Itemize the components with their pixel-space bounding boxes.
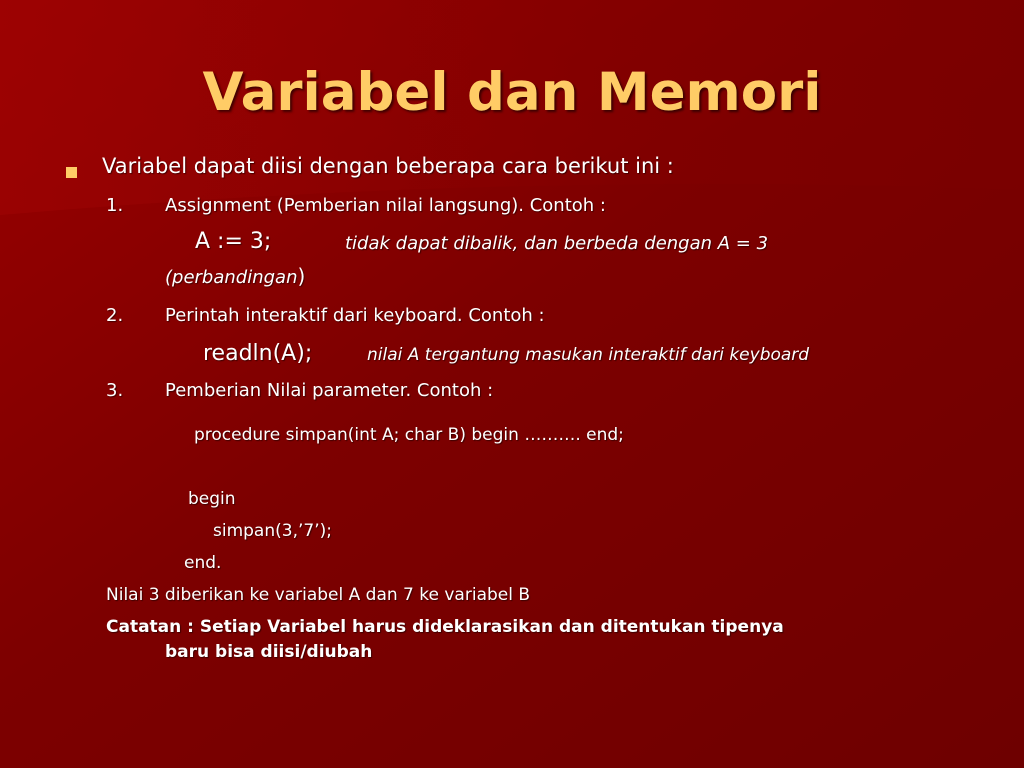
assign-note-line-2 xyxy=(165,264,305,288)
readln-note: nilai A tergantung masukan interaktif dari keyboard xyxy=(367,345,810,365)
item-1-text: Assignment (Pemberian nilai langsung). Contoh : xyxy=(165,195,606,216)
assign-code: A := 3; xyxy=(195,229,272,254)
begin-line: begin xyxy=(188,489,236,509)
assign-note-1: tidak dapat dibalik, dan berbeda dengan A = 3 xyxy=(345,233,769,254)
call-line: simpan(3,’7’); xyxy=(213,521,332,541)
assign-note-close: ) xyxy=(297,264,306,288)
end-line: end. xyxy=(184,553,222,573)
item-3-number: 3. xyxy=(106,380,124,401)
assign-line xyxy=(195,229,271,254)
note-line-2: baru bisa diisi/diubah xyxy=(165,642,373,662)
item-1-number: 1. xyxy=(106,195,124,216)
note-line-1: Catatan : Setiap Variabel harus dideklarasikan dan ditentukan tipenya xyxy=(106,617,784,637)
item-3-text: Pemberian Nilai parameter. Contoh : xyxy=(165,380,494,401)
item-2-number: 2. xyxy=(106,305,124,326)
readln-code: readln(A); xyxy=(203,341,313,366)
result-line: Nilai 3 diberikan ke variabel A dan 7 ke variabel B xyxy=(106,585,531,605)
item-2-text: Perintah interaktif dari keyboard. Contoh : xyxy=(165,305,545,326)
assign-note-2: (perbandingan xyxy=(165,267,298,288)
bullet-square-icon xyxy=(66,167,77,178)
slide-title: Variabel dan Memori xyxy=(202,62,822,123)
procedure-line: procedure simpan(int A; char B) begin ………. end; xyxy=(194,425,624,445)
bullet-text: Variabel dapat diisi dengan beberapa cara berikut ini : xyxy=(102,154,674,178)
